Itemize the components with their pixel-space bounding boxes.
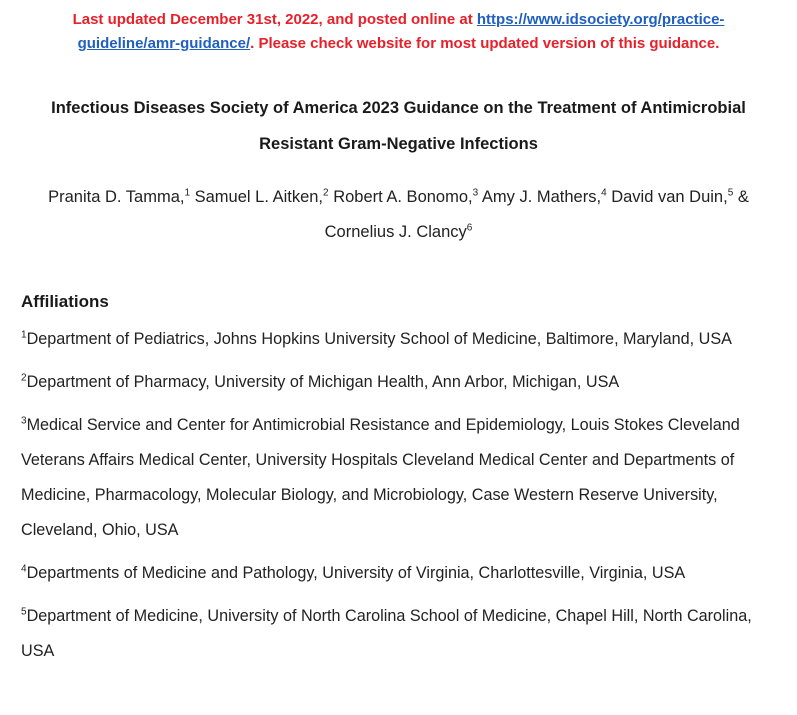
affiliation-sup: 1 xyxy=(21,329,27,341)
author-name: David van Duin, xyxy=(611,188,728,206)
guidance-url-link[interactable]: https://www.idsociety.org/practice-guideline/amr-guidance/ xyxy=(77,11,725,52)
affiliation-item xyxy=(21,599,781,669)
affiliation-text: Department of Medicine, University of North Carolina School of Medicine, Chapel Hill, North Carolina, USA xyxy=(21,607,752,660)
author-name: Cornelius J. Clancy xyxy=(324,223,467,241)
affiliation-sup: 2 xyxy=(21,372,27,384)
affiliation-sup: 3 xyxy=(21,415,27,427)
author-sup: 6 xyxy=(466,222,473,234)
affiliation-item xyxy=(21,322,781,357)
author-sup: 2 xyxy=(323,187,329,199)
author-sup: 3 xyxy=(472,187,479,199)
affiliation-sup: 5 xyxy=(21,606,27,618)
author-name: Samuel L. Aitken, xyxy=(194,188,324,206)
affiliations-list xyxy=(21,322,781,677)
author-sup: 1 xyxy=(184,187,191,199)
affiliation-sup: 4 xyxy=(21,563,27,575)
author-name: Robert A. Bonomo, xyxy=(333,188,473,206)
document-title: Infectious Diseases Society of America 2023 Guidance on the Treatment of Antimicrobial Resistant Gram-Negative Infections xyxy=(51,99,746,153)
affiliation-item xyxy=(21,556,781,591)
update-notice xyxy=(40,8,757,56)
author-name: Amy J. Mathers, xyxy=(481,188,602,206)
author-sup: 4 xyxy=(601,187,607,199)
notice-suffix: . Please check website for most updated version of this guidance. xyxy=(250,35,720,52)
affiliation-text: Medical Service and Center for Antimicrobial Resistance and Epidemiology, Louis Stokes Cleveland Veterans Affairs Medical Center, University Hospitals Cleveland Medical Center and Departments of Medicine, Pharmacology, Molecular Biology, and Microbiology, Case Western Reserve University, Cleveland, Ohio, USA xyxy=(21,416,740,539)
author-name: Pranita D. Tamma, xyxy=(48,188,185,206)
notice-prefix: Last updated December 31st, 2022, and posted online at xyxy=(72,11,477,28)
affiliations-heading: Affiliations xyxy=(21,292,109,311)
affiliation-text: Department of Pediatrics, Johns Hopkins University School of Medicine, Baltimore, Maryland, USA xyxy=(26,330,732,348)
affiliation-text: Departments of Medicine and Pathology, University of Virginia, Charlottesville, Virginia, USA xyxy=(26,564,686,582)
affiliation-text: Department of Pharmacy, University of Michigan Health, Ann Arbor, Michigan, USA xyxy=(26,373,620,391)
affiliation-item xyxy=(21,365,781,400)
affiliation-item xyxy=(21,408,781,548)
author-list xyxy=(4,180,793,250)
author-ampersand: & xyxy=(737,188,749,206)
author-sup: 5 xyxy=(727,187,734,199)
